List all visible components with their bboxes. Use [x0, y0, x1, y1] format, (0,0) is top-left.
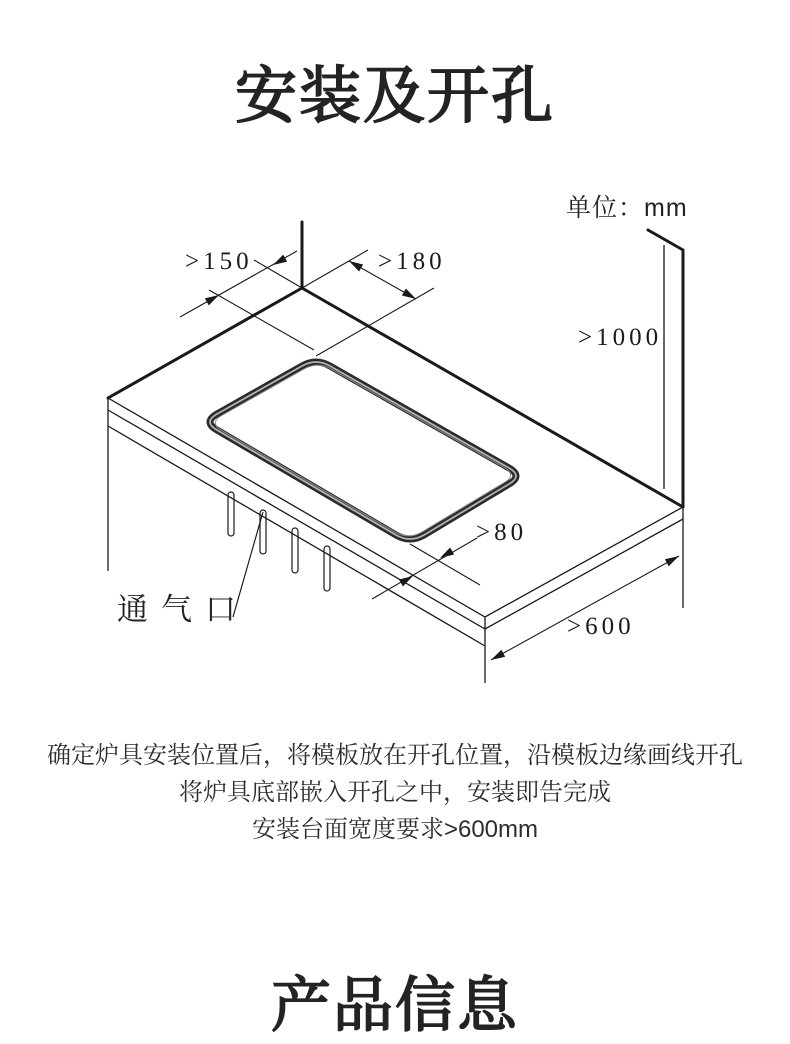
installation-instructions	[0, 744, 790, 855]
unit-label: 单位：mm	[566, 194, 688, 222]
instruction-line-3: 安装台面宽度要求>600mm	[251, 816, 539, 843]
dimension-label-depth: >600	[567, 613, 635, 640]
vent-port-label: 通气口	[117, 592, 249, 627]
vent-slots	[228, 492, 330, 591]
instruction-line-2: 将炉具底部嵌入开孔之中，安装即告完成	[179, 779, 611, 806]
dimension-label-front: >80	[476, 519, 528, 546]
height-reference-bar	[648, 230, 683, 507]
page-title: 安装及开孔	[234, 62, 555, 131]
dimension-label-back-left: >150	[185, 248, 253, 275]
instruction-line-1: 确定炉具安装位置后，将模板放在开孔位置，沿模板边缘画线开孔	[47, 742, 743, 769]
dimension-label-back-right: >180	[378, 248, 446, 275]
dimension-label-height: >1000	[578, 324, 663, 351]
next-section-title: 产品信息	[271, 972, 519, 1039]
